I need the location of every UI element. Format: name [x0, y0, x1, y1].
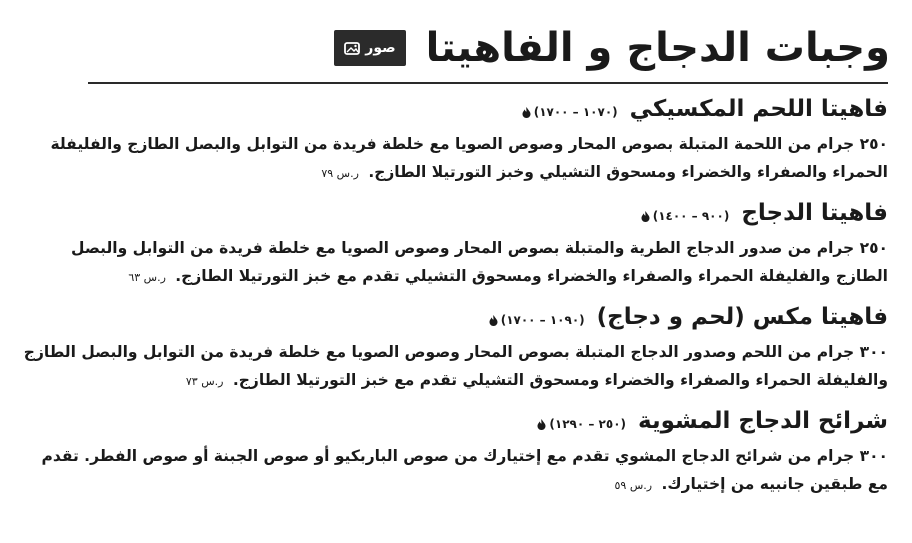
- photos-label: صور: [365, 40, 396, 56]
- header-divider: [88, 82, 888, 84]
- menu-item-description: [18, 130, 888, 188]
- menu-item-header: [18, 96, 888, 130]
- menu-item: [18, 200, 888, 292]
- photos-button[interactable]: [334, 30, 405, 66]
- menu-item-price: ر.س ٧٣: [185, 375, 224, 388]
- menu-item-header: [18, 304, 888, 338]
- calories-value: (١٠٧٠ – ١٧٠٠): [533, 105, 618, 119]
- menu-item-name: فاهيتا اللحم المكسيكي: [629, 96, 888, 122]
- flame-icon: [641, 211, 650, 222]
- description-text: ٢٥٠ جرام من صدور الدجاج الطرية والمتبلة بصوص المحار وصوص الصويا مع خلطة فريدة من التوابل والبصل الطازج والفليفلة الحمراء والصفراء والخضراء ومسحوق التشيلي تقدم مع خبز التورتيلا الطازج.: [71, 239, 888, 285]
- calories-value: (١٠٩٠ – ١٧٠٠): [500, 313, 585, 327]
- menu-item-calories: [522, 105, 618, 119]
- description-text: ٣٠٠ جرام من شرائح الدجاج المشوي تقدم مع إختيارك من صوص الباربكيو أو صوص الجبنة أو صوص الفطر. تقدم مع طبقين جانبيه من إختيارك.: [41, 447, 888, 493]
- calories-value: (٩٠٠ – ١٤٠٠): [652, 209, 730, 223]
- menu-item-header: [18, 408, 888, 442]
- flame-icon: [522, 107, 531, 118]
- description-text: ٣٠٠ جرام من اللحم وصدور الدجاج المتبلة بصوص المحار وصوص الصويا مع خلطة فريدة من التوابل والبصل الطازج والفليفلة الحمراء والصفراء والخضراء ومسحوق التشيلي تقدم مع خبز التورتيلا الطازج.: [23, 343, 888, 389]
- menu-item-calories: [537, 417, 626, 431]
- flame-icon: [489, 315, 498, 326]
- menu-item-description: [18, 234, 888, 292]
- menu-item-price: ر.س ٥٩: [614, 479, 653, 492]
- menu-item-header: [18, 200, 888, 234]
- camera-icon: [344, 41, 360, 55]
- menu-item-name: فاهيتا مكس (لحم و دجاج): [596, 304, 888, 330]
- calories-value: (٢٥٠ – ١٢٩٠): [549, 417, 627, 431]
- menu-item-name: شرائح الدجاج المشوية: [638, 408, 888, 434]
- menu-item-price: ر.س ٦٣: [128, 271, 166, 284]
- menu-item-calories: [489, 313, 585, 327]
- menu-item-description: [18, 442, 888, 500]
- section-title: وجبات الدجاج و الفاهيتا: [425, 25, 890, 71]
- menu-item-description: [18, 338, 888, 396]
- flame-icon: [537, 419, 546, 430]
- section-header: [22, 16, 890, 80]
- menu-item: [18, 96, 888, 188]
- menu-item-calories: [641, 209, 730, 223]
- menu-items-list: [18, 96, 888, 512]
- description-text: ٢٥٠ جرام من اللحمة المتبلة بصوص المحار وصوص الصويا مع خلطة فريدة من التوابل والبصل الطازج والفليفلة الحمراء والصفراء والخضراء ومسحوق التشيلي وخبز التورتيلا الطازج.: [50, 135, 888, 181]
- menu-item-price: ر.س ٧٩: [321, 167, 359, 180]
- menu-item-name: فاهيتا الدجاج: [741, 200, 888, 226]
- menu-item: [18, 408, 888, 500]
- menu-item: [18, 304, 888, 396]
